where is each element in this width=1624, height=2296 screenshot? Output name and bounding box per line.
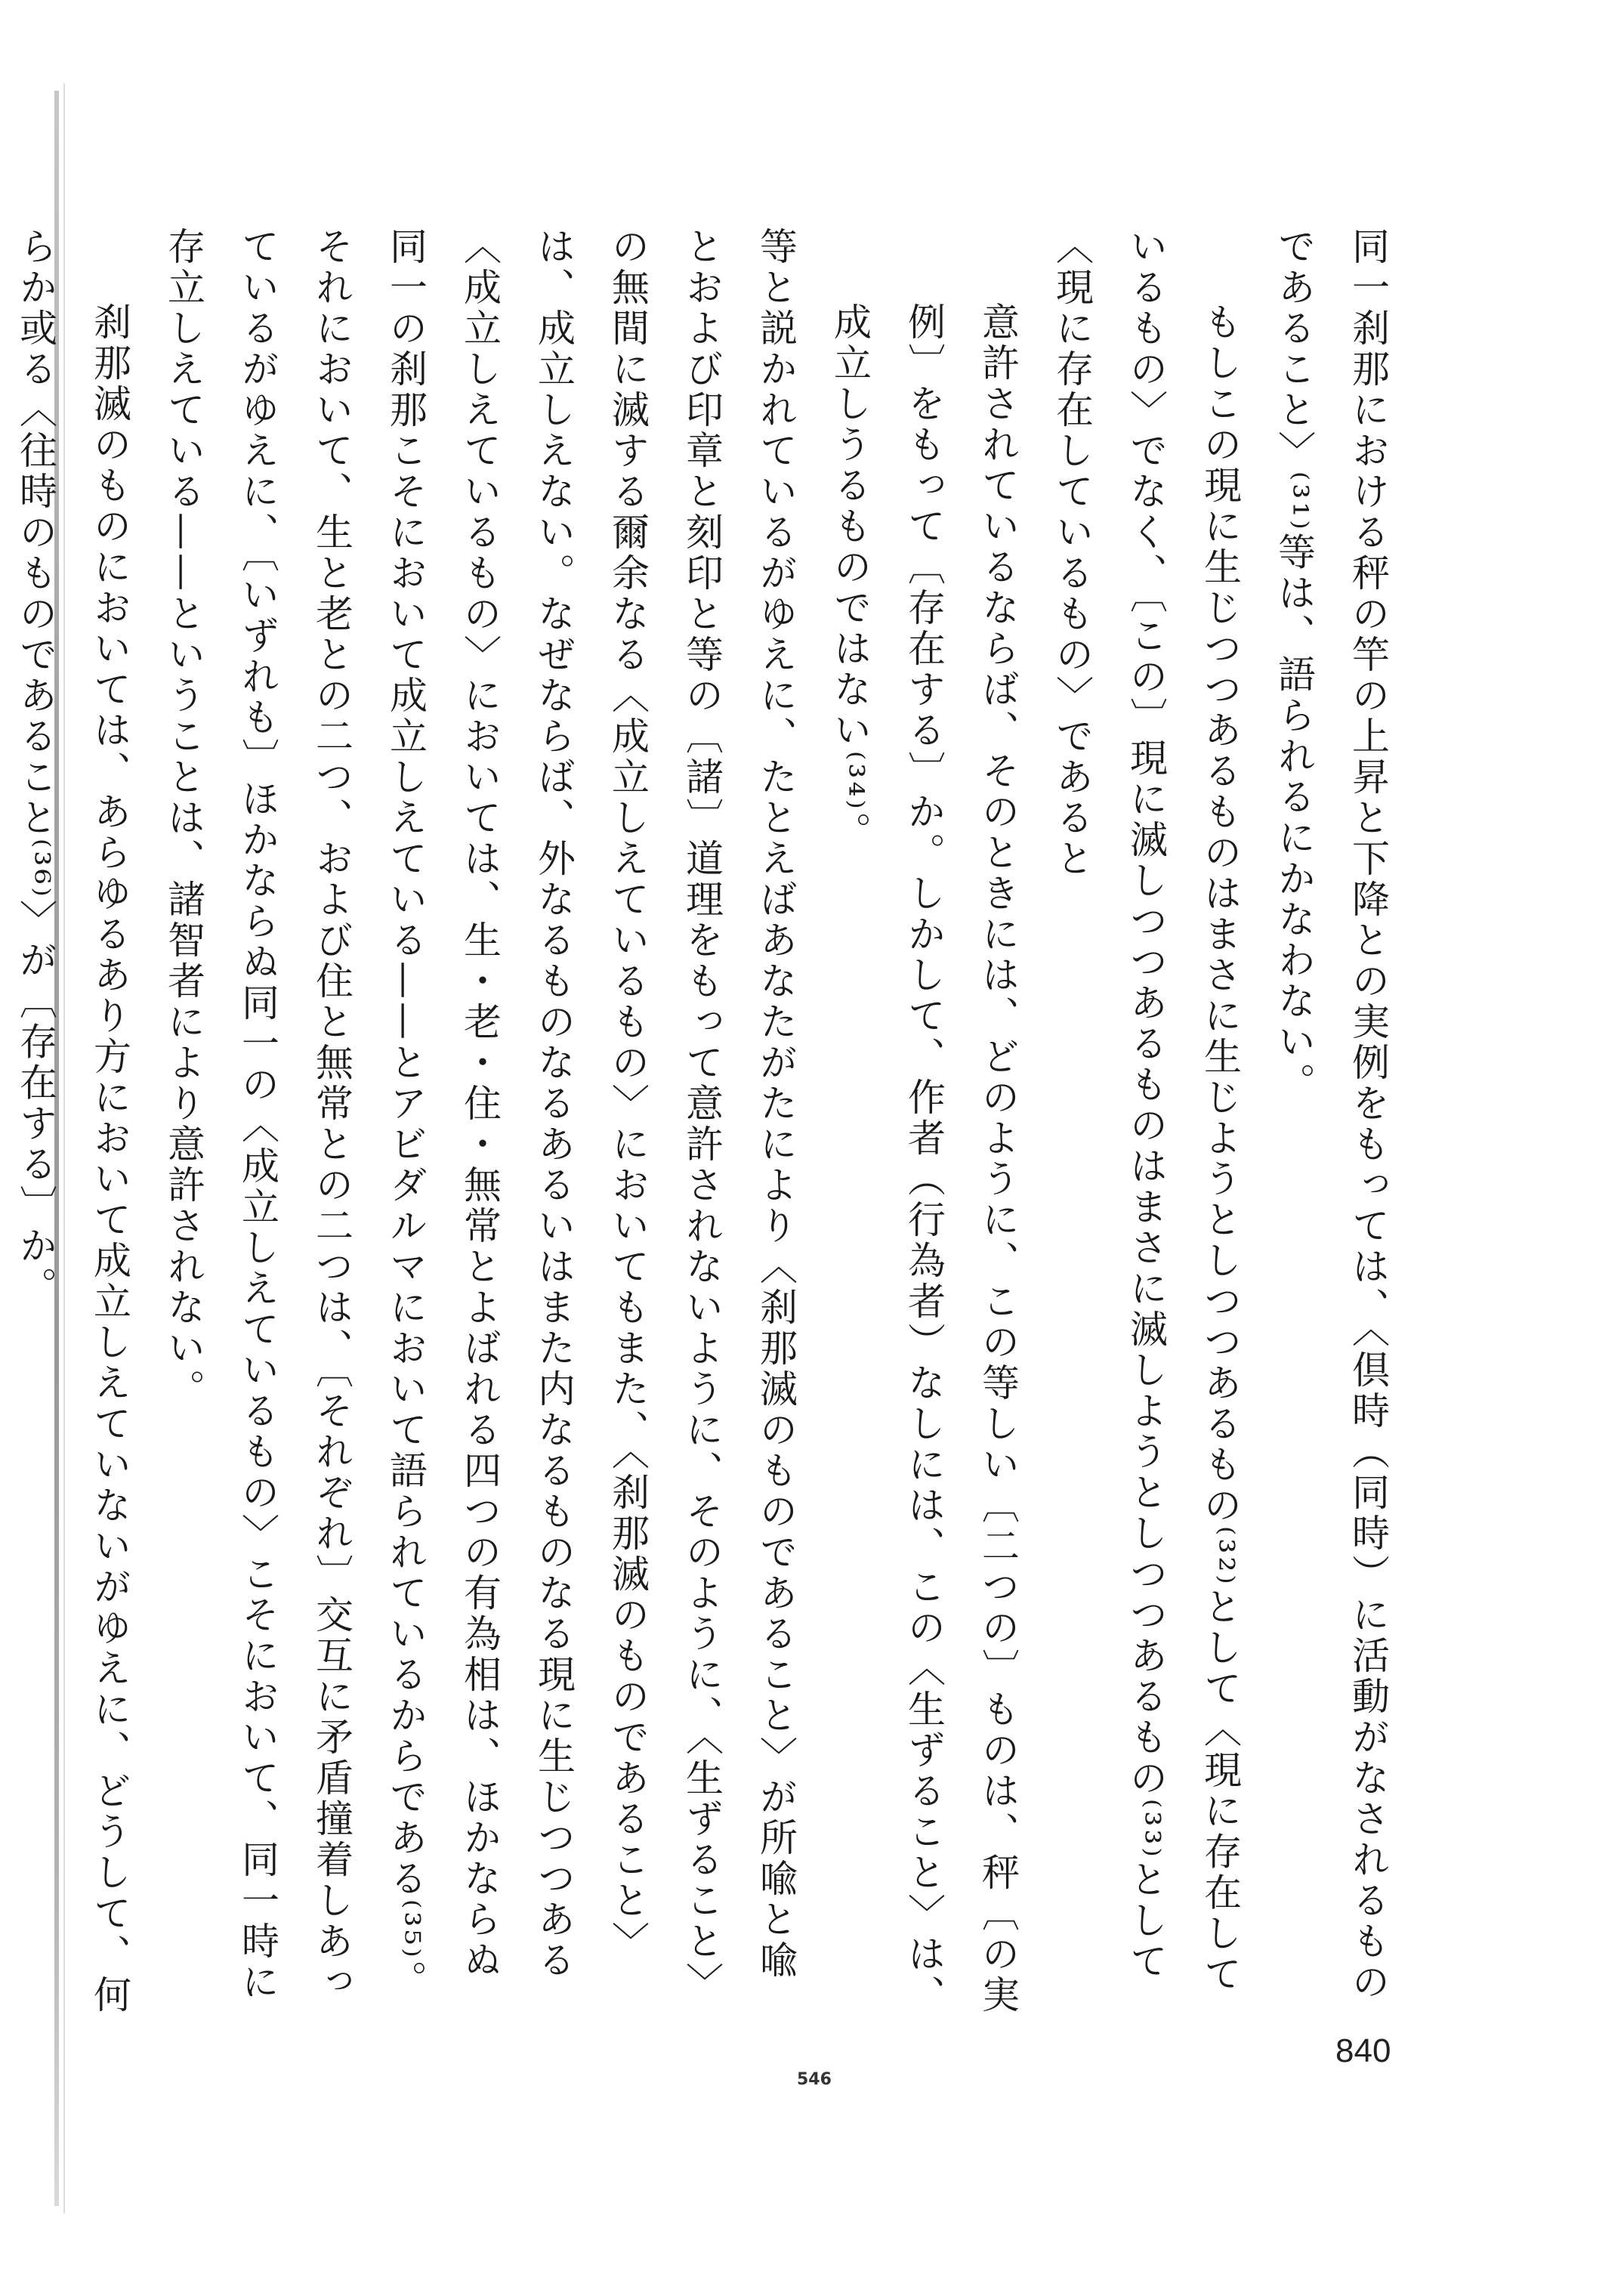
page-number: 840 (1335, 2032, 1391, 2069)
main-text (14, 227, 1405, 2017)
paragraph-5: 刹那滅のものにおいては、あらゆるあり方において成立しえていないがゆえに、どうして、何らか或る〈往時のものであること⁽³⁶⁾〉が〔存在する〕か。 (14, 227, 131, 2016)
paragraph-1: 同一刹那における秤の竿の上昇と下降との実例をもっては、〈倶時（同時）に活動がなされるものであること〉⁽³¹⁾等は、語られるにかなわない。 (1272, 227, 1390, 2003)
folio-number: 546 (797, 2070, 832, 2089)
paragraph-4: 等と説かれているがゆえに、たとえばあなたがたにより〈刹那滅のものであること〉が所喩と喩とおよび印章と刻印と等の〔諸〕道理をもって意許されないように、そのように、〈生ずること〉の無間に滅する爾余なる〈成立しえているもの〉においてもまた、〈刹那滅のものであること〉は、成立しえない。なぜならば、外なるものなるあるいはまた内なるものなる現に生じつつある〈成立しえているもの〉においては、生・老・住・無常とよばれる四つの有為相は、ほかならぬ同一の刹那こそにおいて成立しえている——とアビダルマにおいて語られているからである⁽³⁵⁾。それにおいて、生と老との二つ、および住と無常との二つは、〔それぞれ〕交互に矛盾撞着しあっているがゆえに、〔いずれも〕ほかならぬ同一の〈成立しえているもの〉こそにおいて、同一時に存立しえている——ということは、諸智者により意許されない。 (162, 227, 798, 2003)
paragraph-2: もしこの現に生じつつあるものはまさに生じようとしつつあるもの⁽³²⁾として〈現に存在しているもの〉でなく、〔この〕現に滅しつつあるものはまさに滅しようとしつつあるもの⁽³³⁾として〈現に存在しているもの〉であると (1050, 227, 1242, 1995)
paragraph-3: 意許されているならば、そのときには、どのように、この等しい〔二つの〕ものは、秤〔の実例〕をもって〔存在する〕か。しかして、作者（行為者）なしには、この〈生ずること〉は、成立しうるものではない⁽³⁴⁾。 (828, 302, 1020, 2016)
